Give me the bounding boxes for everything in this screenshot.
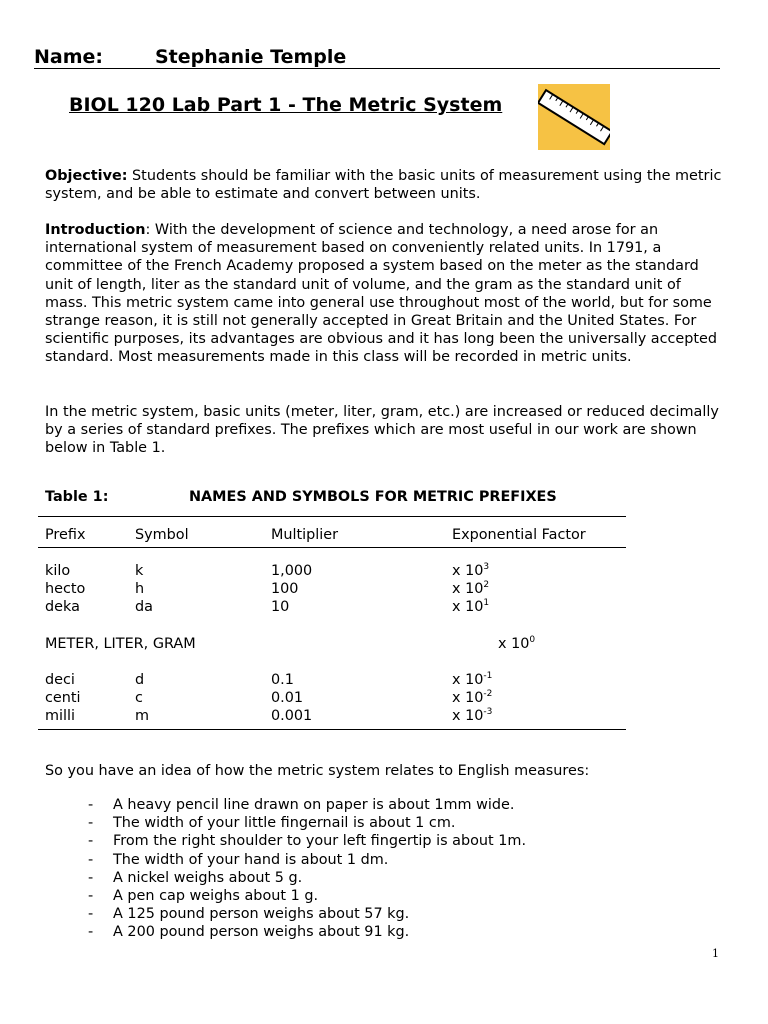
cell-multiplier: 0.1 xyxy=(271,672,294,688)
prefix-paragraph: In the metric system, basic units (meter, liter, gram, etc.) are increased or reduced decimally by a series of standard prefixes. The prefixes which are most useful in our work are shown below in Table 1. xyxy=(45,404,719,457)
cell-prefix: deci xyxy=(45,672,75,688)
cell-exponential-factor: x $10^2$ xyxy=(452,580,490,597)
english-measures-intro: So you have an idea of how the metric system relates to English measures: xyxy=(45,763,590,779)
table-header-rule xyxy=(38,547,626,548)
introduction-text: : With the development of science and technology, a need arose for an international system of measurement based on conveniently related units. In 1791, a committee of the French Academy proposed a system based on the meter as the standard unit of length, liter as the standard unit of volume, and the gram as the standard unit of mass. This metric system came into general use throughout most of the world, but for some strange reason, it is still not generally accepted in Great Britain and the United States. For scientific purposes, its advantages are obvious and it has long been the universally accepted standard. Most measurements made in this class will be recorded in metric units. xyxy=(45,222,718,366)
cell-symbol: c xyxy=(135,690,143,706)
introduction-paragraph xyxy=(45,221,725,367)
header-exponential-factor: Exponential Factor xyxy=(452,527,586,543)
header-symbol: Symbol xyxy=(135,527,189,543)
cell-symbol: k xyxy=(135,563,144,579)
cell-multiplier: 0.01 xyxy=(271,690,304,706)
cell-symbol: da xyxy=(135,599,153,615)
cell-multiplier: 0.001 xyxy=(271,708,313,724)
ruler-icon xyxy=(538,84,610,150)
cell-prefix: centi xyxy=(45,690,81,706)
student-name: Stephanie Temple xyxy=(155,46,347,68)
table-title: NAMES AND SYMBOLS FOR METRIC PREFIXES xyxy=(189,489,557,505)
cell-multiplier: 10 xyxy=(271,599,290,615)
table-top-rule xyxy=(38,516,626,517)
header-prefix: Prefix xyxy=(45,527,86,543)
base-exponential-factor: x $10^0$ xyxy=(498,635,536,652)
cell-multiplier: 100 xyxy=(271,581,299,597)
page-title: BIOL 120 Lab Part 1 - The Metric System xyxy=(69,94,503,116)
cell-prefix: deka xyxy=(45,599,80,615)
objective-text: Students should be familiar with the basic units of measurement using the metric system, and be able to estimate and convert between units. xyxy=(45,168,722,203)
cell-exponential-factor: x $10^{-1}$ xyxy=(452,671,493,688)
cell-exponential-factor: x $10^{-2}$ xyxy=(452,689,493,706)
table-bottom-rule xyxy=(38,729,626,730)
cell-prefix: kilo xyxy=(45,563,71,579)
table-label: Table 1: xyxy=(45,489,109,505)
ruler-clipart xyxy=(538,84,610,150)
cell-prefix: milli xyxy=(45,708,76,724)
header-multiplier: Multiplier xyxy=(271,527,339,543)
list-dash: - xyxy=(88,869,94,886)
list-dash: - xyxy=(88,906,94,923)
cell-exponential-factor: x $10^1$ xyxy=(452,598,490,615)
list-dash: - xyxy=(88,815,94,832)
cell-multiplier: 1,000 xyxy=(271,563,313,579)
name-label: Name: xyxy=(34,46,104,68)
page-number: 1 xyxy=(712,947,719,960)
list-dash: - xyxy=(88,797,94,813)
objective-paragraph xyxy=(45,167,725,203)
name-line xyxy=(34,46,720,69)
cell-exponential-factor: x $10^3$ xyxy=(452,562,490,579)
cell-symbol: d xyxy=(135,672,145,688)
objective-label: Objective: xyxy=(45,168,128,184)
list-dash: - xyxy=(88,924,94,941)
introduction-label: Introduction xyxy=(45,222,146,238)
cell-symbol: h xyxy=(135,581,145,597)
cell-exponential-factor: x $10^{-3}$ xyxy=(452,707,493,724)
cell-symbol: m xyxy=(135,708,150,724)
list-dash: - xyxy=(88,851,94,868)
table-caption xyxy=(45,489,625,505)
base-units-label: METER, LITER, GRAM xyxy=(45,636,196,652)
list-dash: - xyxy=(88,887,94,904)
list-dash: - xyxy=(88,833,94,850)
cell-prefix: hecto xyxy=(45,581,86,597)
